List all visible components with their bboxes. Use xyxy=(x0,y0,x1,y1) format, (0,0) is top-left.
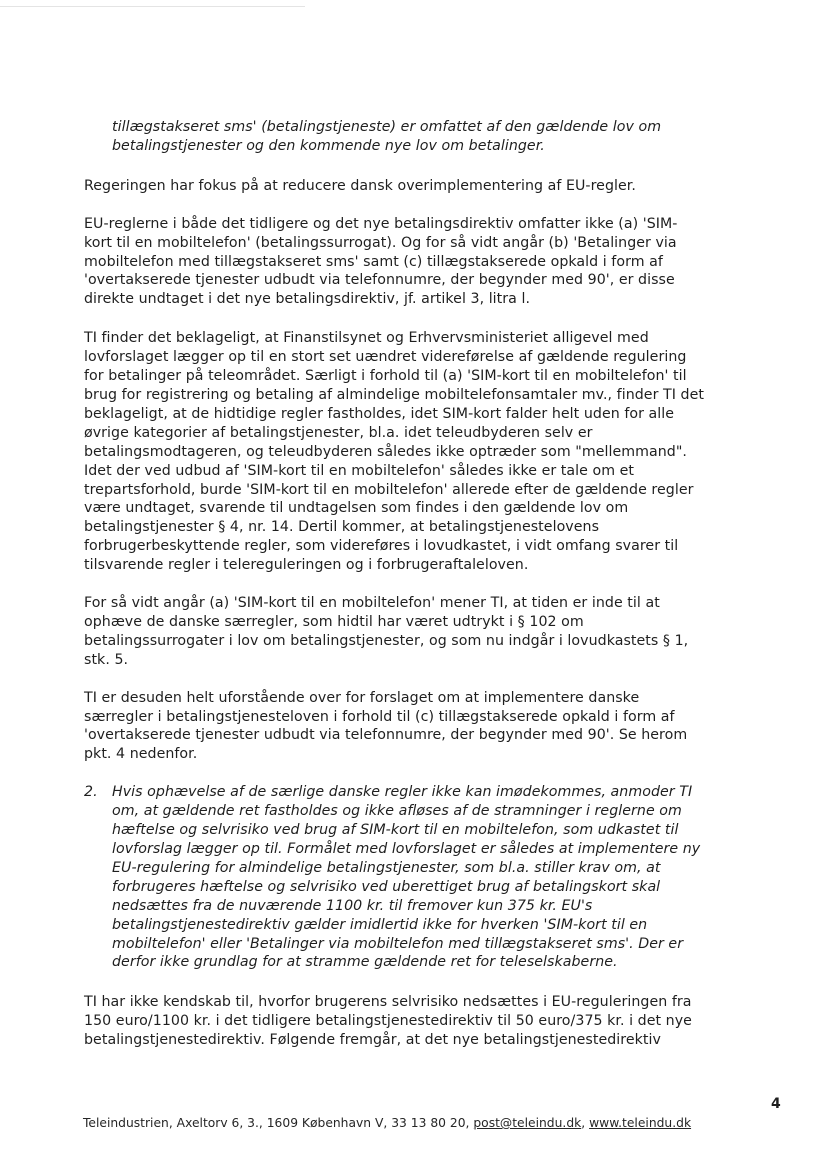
text-line: forbrugerbeskyttende regler, som videreføres i lovudkastet, i vidt omfang svarer til xyxy=(84,538,679,555)
text-line: betalingssurrogater i lov om betalingstjenester, og som nu indgår i lovudkastets § 1, xyxy=(84,632,689,649)
text-line: betalingstjenestedirektiv. Følgende fremgår, at det nye betalingstjenestedirektiv xyxy=(84,1032,661,1049)
text-line: 'overtakserede tjenester udbudt via telefonnumre, der begynder med 90', er disse xyxy=(84,272,675,289)
text-line: beklageligt, at de hidtidige regler fastholdes, idet SIM-kort falder helt uden for alle xyxy=(84,405,675,422)
text-line: derfor ikke grundlag for at stramme gældende ret for teleselskaberne. xyxy=(112,954,618,971)
text-line: For så vidt angår (a) 'SIM-kort til en mobiltelefon' mener TI, at tiden er inde til at xyxy=(84,595,660,612)
text-line: stk. 5. xyxy=(84,651,129,668)
text-line: tillægstakseret sms' (betalingstjeneste) er omfattet af den gældende lov om xyxy=(112,119,662,135)
paragraph-government-focus xyxy=(84,177,756,196)
text-line: om, at gældende ret fastholdes og ikke afløses af de stramninger i reglerne om xyxy=(112,803,682,820)
footer xyxy=(83,1116,691,1131)
text-line: betalingstjenestedirektiv gælder imidlertid ikke for hverken 'SIM-kort til en xyxy=(112,916,648,933)
text-line: EU-regulering for almindelige betalingstjenester, som bl.a. stiller krav om, at xyxy=(112,859,661,876)
paragraph-ti-regrets xyxy=(84,329,756,575)
scan-artifact-line xyxy=(0,6,305,7)
text-line: TI har ikke kendskab til, hvorfor brugerens selvrisiko nedsættes i EU-reguleringen fra xyxy=(84,994,692,1011)
footer-website-link[interactable]: www.teleindu.dk xyxy=(589,1116,692,1130)
text-line: ophæve de danske særregler, som hidtil har været udtrykt i § 102 om xyxy=(84,613,584,630)
text-line: pkt. 4 nedenfor. xyxy=(84,746,198,763)
text-line: hæftelse og selvrisiko ved brug af SIM-kort til en mobiltelefon, som udkastet til xyxy=(112,822,679,839)
text-line: kort til en mobiltelefon' (betalingssurrogat). Og for så vidt angår (b) 'Betalinger via xyxy=(84,234,677,251)
text-line: tilsvarende regler i telereguleringen og i forbrugeraftaleloven. xyxy=(84,557,529,574)
text-line: lovforslaget lægger op til en stort set uændret videreførelse af gældende regulering xyxy=(84,349,687,366)
text-line: øvrige kategorier af betalingstjenester, bl.a. idet teleudbyderen selv er xyxy=(84,424,593,441)
text-line: Idet der ved udbud af 'SIM-kort til en mobiltelefon' således ikke er tale om et xyxy=(84,462,635,479)
text-line: forbrugeres hæftelse og selvrisiko ved uberettiget brug af betalingskort skal xyxy=(112,878,661,895)
text-line: brug for registrering og betaling af almindelige mobiltelefonsamtaler mv., finder TI det xyxy=(84,386,704,403)
text-line: 'overtakserede tjenester udbudt via telefonnumre, der begynder med 90'. Se herom xyxy=(84,727,688,744)
text-line: EU-reglerne i både det tidligere og det nye betalingsdirektiv omfatter ikke (a) 'SIM- xyxy=(84,215,678,232)
paragraph-quote-continuation xyxy=(84,118,756,156)
list-number: 2. xyxy=(84,784,98,801)
paragraph-ti-uncomprehending xyxy=(84,689,756,765)
text-line: TI finder det beklageligt, at Finanstilsynet og Erhvervsministeriet alligevel med xyxy=(84,330,649,347)
text-line: Hvis ophævelse af de særlige danske regler ikke kan imødekommes, anmoder TI xyxy=(112,784,693,801)
text-line: 150 euro/1100 kr. i det tidligere betalingstjenestedirektiv til 50 euro/375 kr. i det nye xyxy=(84,1013,692,1030)
text-line: for betalinger på teleområdet. Særligt i forhold til (a) 'SIM-kort til en mobiltelefon' til xyxy=(84,368,687,385)
text-line: mobiltelefon med tillægstakseret sms' samt (c) tillægstakserede opkald i form af xyxy=(84,253,663,270)
paragraph-selvrisiko xyxy=(84,993,756,1050)
text-line: lovforslag lægger op til. Formålet med lovforslaget er således at implementere ny xyxy=(112,841,701,857)
text-line: TI er desuden helt uforstående over for forslaget om at implementere danske xyxy=(84,689,640,706)
text-line: trepartsforhold, burde 'SIM-kort til en mobiltelefon' allerede efter de gældende regler xyxy=(84,481,694,498)
text-line: være undtaget, svarende til undtagelsen som findes i den gældende lov om xyxy=(84,500,629,517)
text-line: særregler i betalingstjenesteloven i forhold til (c) tillægstakserede opkald i form af xyxy=(84,708,675,725)
page-number: 4 xyxy=(771,1096,781,1112)
text-line: Regeringen har fokus på at reducere dansk overimplementering af EU-regler. xyxy=(84,177,636,194)
footer-address: Teleindustrien, Axeltorv 6, 3., 1609 København V, 33 13 80 20, xyxy=(83,1116,470,1130)
text-line: nedsættes fra de nuværende 1100 kr. til fremover kun 375 kr. EU's xyxy=(112,897,593,914)
text-line: betalingstjenester § 4, nr. 14. Dertil kommer, at betalingstjenestelovens xyxy=(84,519,600,536)
numbered-item-2 xyxy=(84,783,756,972)
footer-separator: , xyxy=(581,1116,586,1130)
paragraph-sim-card-rules xyxy=(84,594,756,670)
text-line: direkte undtaget i det nye betalingsdirektiv, jf. artikel 3, litra l. xyxy=(84,291,531,308)
paragraph-eu-rules xyxy=(84,215,756,310)
text-line: betalingsmodtageren, og teleudbyderen således ikke optræder som "mellemmand". xyxy=(84,443,687,460)
document-body xyxy=(84,118,756,1068)
text-line: mobiltelefon' eller 'Betalinger via mobiltelefon med tillægstakseret sms'. Der er xyxy=(112,935,684,952)
text-line: betalingstjenester og den kommende nye lov om betalinger. xyxy=(112,137,545,154)
footer-email-link[interactable]: post@teleindu.dk xyxy=(473,1116,582,1130)
